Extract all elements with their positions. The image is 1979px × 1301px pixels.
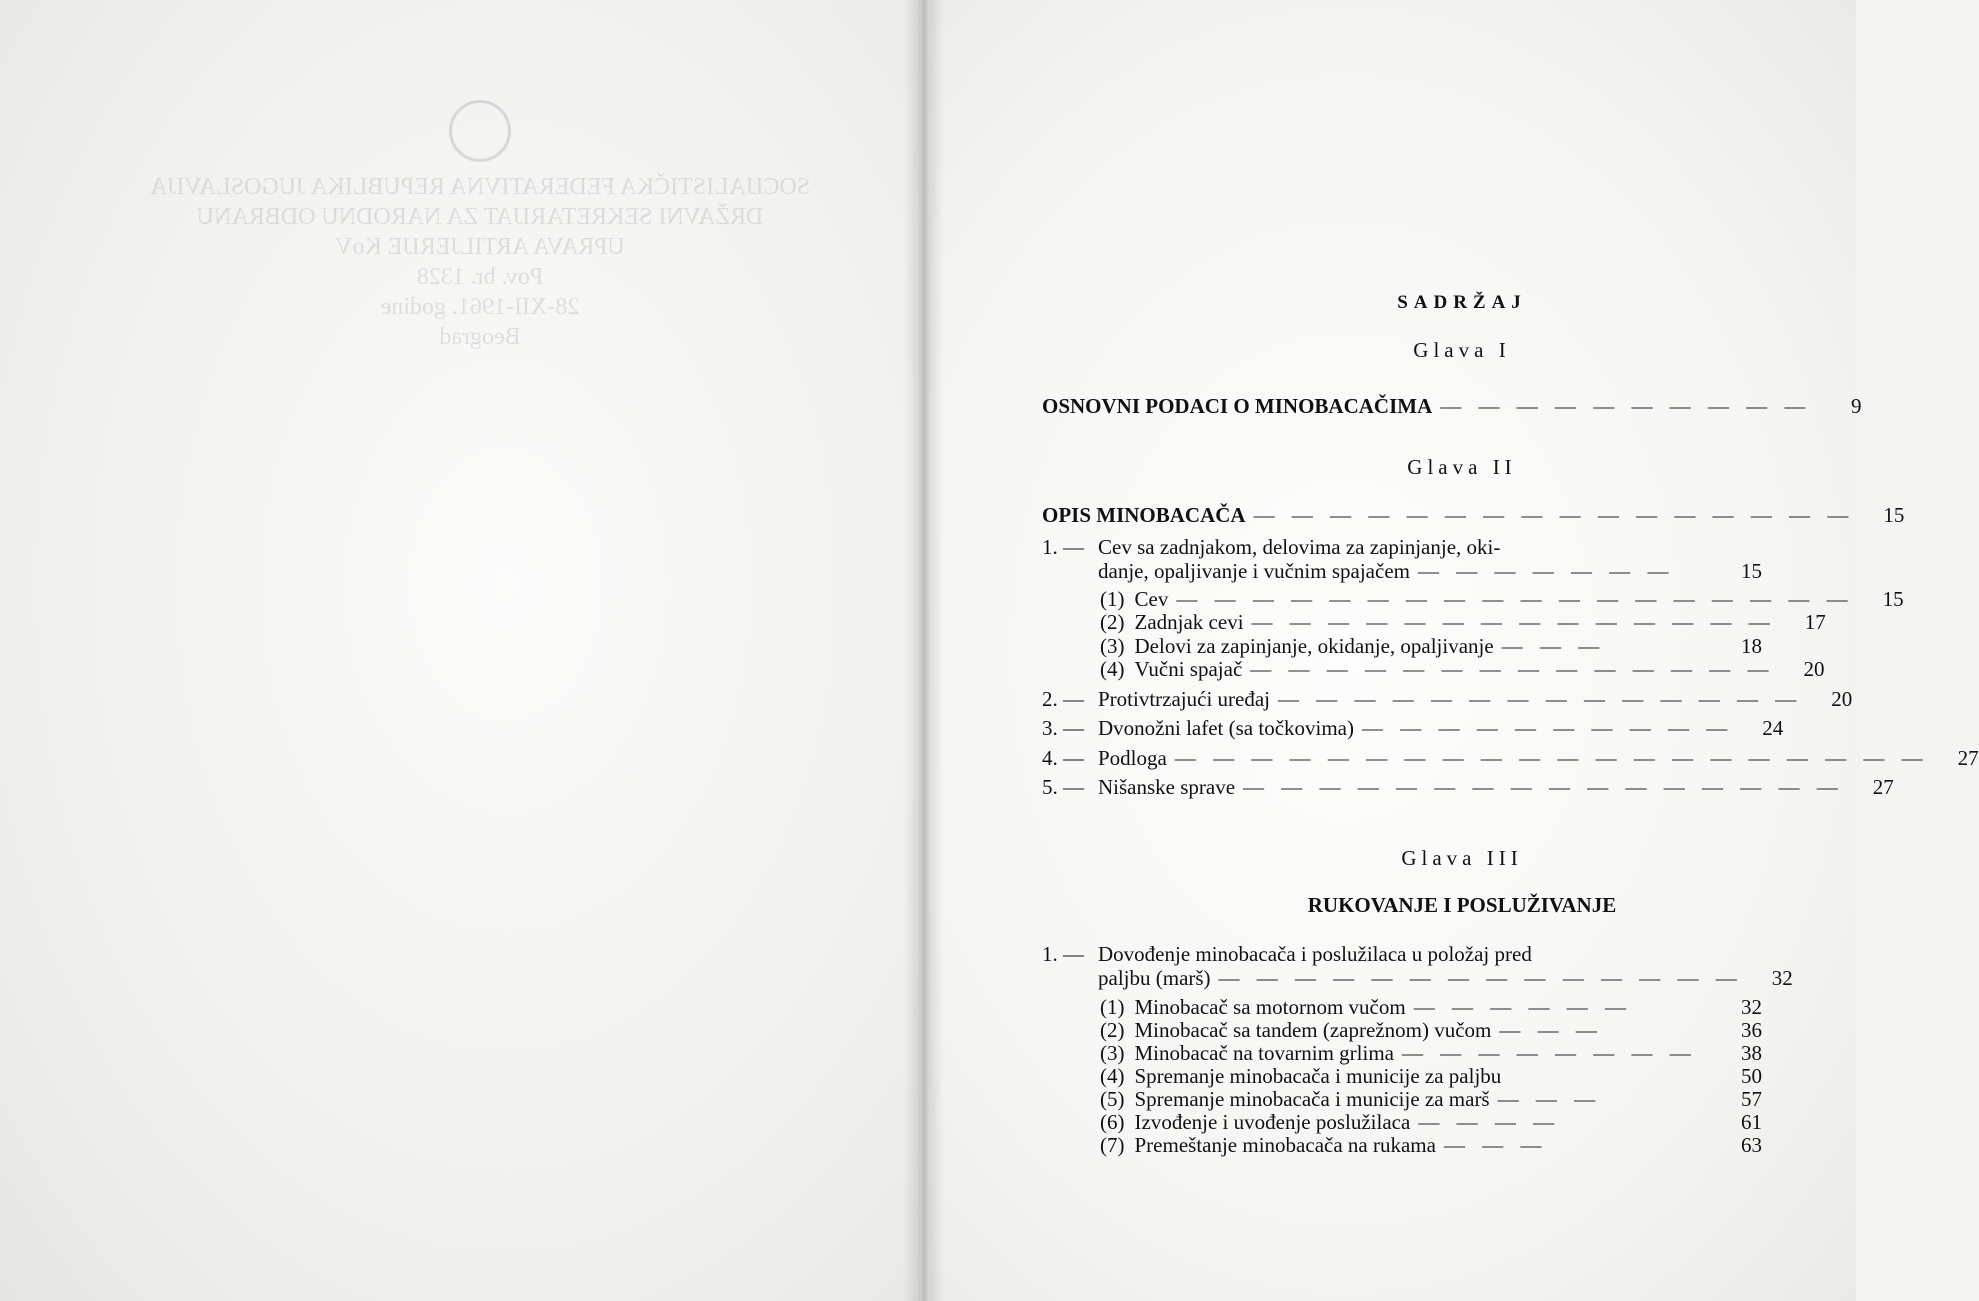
item-number: (6) (1100, 1110, 1125, 1134)
dash-leader: — — — (1497, 1087, 1602, 1111)
toc-entry[interactable] (1042, 394, 1862, 418)
toc-entry-text: Dvonožni lafet (sa točkovima) (1098, 716, 1354, 740)
dash-leader: — — — — — — (1413, 995, 1632, 1019)
toc-entry-text: Nišanske sprave (1098, 775, 1236, 799)
toc-entry-text: Dovođenje minobacača i poslužilaca u položaj pred (1098, 942, 1532, 966)
dash-leader: — — — (1501, 634, 1606, 658)
faint-line: DRŽAVNI SEKRETARIJAT ZA NARODNU ODBRANU (196, 204, 764, 230)
item-number: (5) (1100, 1087, 1125, 1111)
toc-entry[interactable] (1100, 587, 1904, 611)
item-number: 1. — (1042, 942, 1084, 966)
page-number: 24 (1762, 716, 1784, 740)
faint-line: Beograd (439, 324, 521, 350)
page-number: 36 (1741, 1018, 1762, 1042)
state-emblem-icon (449, 100, 511, 162)
faint-line: SOCIJALISTIČKA FEDERATIVNA REPUBLIKA JUGOSLAVIJA (149, 174, 811, 200)
toc-entry-text: Delovi za zapinjanje, okidanje, opaljivanje (1134, 634, 1494, 658)
dash-leader: — — — — — — — — — — — — — — (1218, 966, 1743, 990)
faint-line: Pov. br. 1328 (416, 264, 544, 290)
page-number: 27 (1957, 746, 1979, 770)
toc-entry-text: OPIS MINOBACAČA (1042, 503, 1246, 527)
dash-leader: — — — (1499, 1018, 1603, 1042)
toc-entry-text: Spremanje minobacača i municije za paljbu (1134, 1064, 1502, 1088)
toc-entry[interactable] (1100, 1110, 1762, 1134)
toc-entry[interactable] (1042, 775, 1894, 799)
page-number: 61 (1741, 1110, 1762, 1134)
chapter-label: Glava III (1401, 846, 1523, 870)
page-number: 20 (1831, 687, 1853, 711)
dash-leader: — — — — — — — — — — — — — — — — (1243, 775, 1844, 799)
toc-entry-text: Minobacač sa motornom vučom (1134, 995, 1406, 1019)
page-number: 38 (1741, 1041, 1762, 1065)
toc-entry[interactable] (1100, 995, 1762, 1019)
toc-entry[interactable] (1100, 1064, 1762, 1088)
page-number: 15 (1882, 587, 1904, 611)
page-number: 9 (1851, 394, 1862, 418)
toc-entry-text: Zadnjak cevi (1134, 610, 1244, 634)
toc-entry-text: Minobacač sa tandem (zaprežnom) vučom (1134, 1018, 1492, 1042)
toc-entry[interactable] (1042, 942, 1762, 966)
page-number: 15 (1883, 503, 1905, 527)
toc-entry-text: Premeštanje minobacača na rukama (1134, 1133, 1436, 1157)
item-number: (2) (1100, 610, 1125, 634)
dash-leader: — — — — — — — — — — — — — — — — (1253, 503, 1855, 527)
item-number: 2. — (1042, 687, 1084, 711)
book-gutter (904, 0, 944, 1301)
page-number: 50 (1741, 1064, 1762, 1088)
toc-entry[interactable] (1100, 610, 1826, 634)
item-number: 3. — (1042, 716, 1084, 740)
toc-entry[interactable] (1042, 746, 1979, 770)
chapter-label: Glava II (1407, 455, 1517, 479)
item-number: (1) (1100, 587, 1125, 611)
dash-leader: — — — (1443, 1133, 1548, 1157)
dash-leader: — — — — — — — — — — (1440, 394, 1812, 418)
toc-entry[interactable] (1100, 634, 1762, 658)
dash-leader: — — — — (1418, 1110, 1561, 1134)
toc-entry-text: Izvođenje i uvođenje poslužilaca (1134, 1110, 1411, 1134)
toc-entry[interactable] (1100, 657, 1825, 681)
page-number: 32 (1771, 966, 1793, 990)
item-number: (3) (1100, 1041, 1125, 1065)
toc-entry[interactable] (1100, 1018, 1762, 1042)
toc-entry-continued[interactable] (1042, 966, 1793, 990)
item-number: (3) (1100, 634, 1125, 658)
toc-entry[interactable] (1042, 716, 1784, 740)
item-number: 1. — (1042, 535, 1084, 559)
toc-entry-text: Cev sa zadnjakom, delovima za zapinjanje, oki- (1098, 535, 1501, 559)
dash-leader: — — — — — — — (1417, 559, 1675, 583)
dash-leader: — — — — — — — — — — — — — — (1278, 687, 1803, 711)
toc-entry[interactable] (1100, 1087, 1762, 1111)
item-number: (1) (1100, 995, 1125, 1019)
page-number: 18 (1741, 634, 1762, 658)
toc-entry-text: paljbu (marš) (1098, 966, 1211, 990)
dash-leader: — — — — — — — — — — — — — — (1251, 610, 1776, 634)
toc-entry[interactable] (1100, 1041, 1762, 1065)
dash-leader: — — — — — — — — — — — — — — (1250, 657, 1775, 681)
page-number: 20 (1803, 657, 1825, 681)
item-number: (2) (1100, 1018, 1125, 1042)
page-number: 63 (1741, 1133, 1762, 1157)
dash-leader: — — — — — — — — — — (1362, 716, 1734, 740)
page-number: 15 (1741, 559, 1762, 583)
dash-leader: — — — — — — — — (1402, 1041, 1697, 1065)
toc-entry[interactable] (1042, 503, 1905, 527)
toc-entry-continued[interactable] (1042, 559, 1762, 583)
toc-entry-text: Vučni spajač (1134, 657, 1243, 681)
page-number: 17 (1804, 610, 1826, 634)
page-number: 32 (1741, 995, 1762, 1019)
left-page (0, 0, 920, 1301)
toc-entry[interactable] (1042, 535, 1762, 559)
chapter-label: Glava I (1413, 338, 1511, 362)
page-number: 27 (1872, 775, 1894, 799)
dash-leader: — — — — — — — — — — — — — — — — — — (1176, 587, 1854, 611)
toc-entry[interactable] (1100, 1133, 1762, 1157)
toc-entry[interactable] (1042, 687, 1853, 711)
item-number: (4) (1100, 1064, 1125, 1088)
toc-entry-text: Spremanje minobacača i municije za marš (1134, 1087, 1490, 1111)
item-number: (4) (1100, 657, 1125, 681)
toc-entry-text: Minobacač na tovarnim grlima (1134, 1041, 1394, 1065)
show-through-text (110, 70, 850, 352)
chapter-heading: RUKOVANJE I POSLUŽIVANJE (1307, 893, 1617, 917)
dash-leader: — — — — — — — — — — — — — — — — — — — — (1174, 746, 1929, 770)
toc-entry-text: danje, opaljivanje i vučnim spajačem (1098, 559, 1410, 583)
faint-line: 28-XII-1961. godine (380, 294, 580, 320)
item-number: 4. — (1042, 746, 1084, 770)
toc-entry-text: OSNOVNI PODACI O MINOBACAČIMA (1042, 394, 1433, 418)
page-number: 57 (1741, 1087, 1762, 1111)
faint-line: UPRAVA ARTILJERIJE KoV (335, 234, 625, 260)
toc-entry-text: Podloga (1098, 746, 1167, 770)
toc-title: SADRŽAJ (1397, 292, 1527, 313)
item-number: 5. — (1042, 775, 1084, 799)
toc-entry-text: Protivtrzajući uređaj (1098, 687, 1271, 711)
toc-entry-text: Cev (1134, 587, 1169, 611)
item-number: (7) (1100, 1133, 1125, 1157)
